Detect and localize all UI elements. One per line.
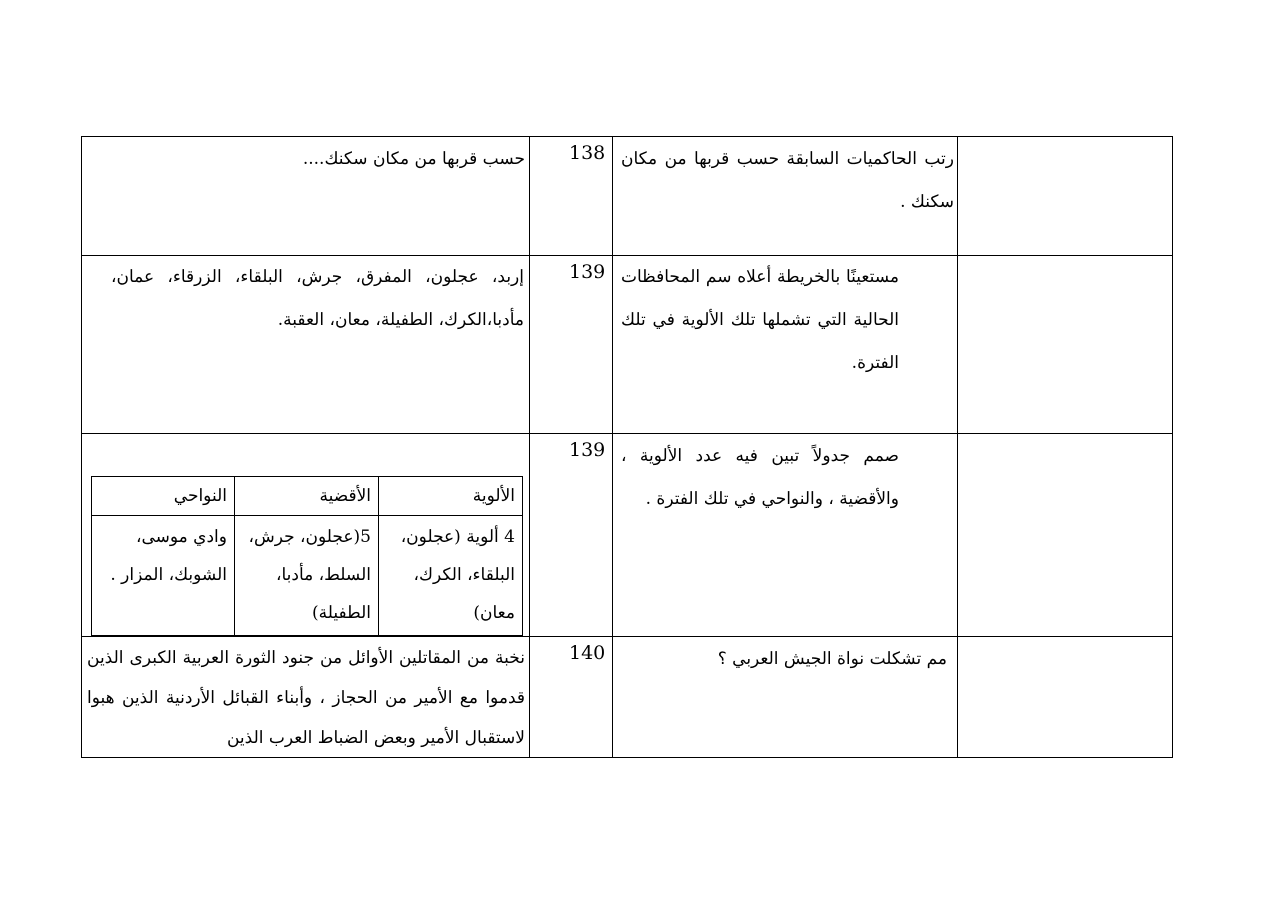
- question-cell: [621, 138, 954, 224]
- page-number: 140: [569, 642, 606, 664]
- question-text: مم تشكلت نواة الجيش العربي ؟: [717, 649, 947, 669]
- divisions-table: [91, 476, 523, 636]
- header-nawahi: النواحي: [92, 477, 235, 516]
- question-cell: [621, 638, 947, 681]
- table-header-row: [92, 477, 523, 516]
- answer-text: نخبة من المقاتلين الأوائل من جنود الثورة العربية الكبرى الذين قدموا مع الأمير من الحجاز ، وأبناء القبائل الأردنية الذين هبوا لاستقبال الأمير وبعض الضباط العرب الذين: [87, 648, 525, 748]
- answer-cell: [89, 138, 525, 181]
- question-cell: [621, 435, 899, 521]
- question-text: صمم جدولاً تبين فيه عدد الألوية ، والأقضية ، والنواحي في تلك الفترة .: [621, 446, 899, 509]
- question-text: رتب الحاكميات السابقة حسب قربها من مكان سكنك .: [621, 149, 954, 212]
- column-divider: [957, 136, 958, 758]
- page-number: 139: [569, 439, 606, 461]
- row-divider: [81, 433, 1173, 434]
- table-border-bottom: [81, 757, 1173, 758]
- cell-nawahi: وادي موسى، الشوبك، المزار .: [92, 516, 235, 636]
- column-divider: [529, 136, 530, 758]
- question-cell: [621, 256, 899, 385]
- cell-aqdiya: 5(عجلون، جرش، السلط، مأدبا، الطفيلة): [235, 516, 379, 636]
- answer-cell: [111, 256, 524, 342]
- cell-liwa: 4 ألوية (عجلون، البلقاء، الكرك، معان): [379, 516, 523, 636]
- column-divider: [612, 136, 613, 758]
- header-liwa: الألوية: [379, 477, 523, 516]
- row-divider: [81, 636, 1173, 637]
- answer-text: إربد، عجلون، المفرق، جرش، البلقاء، الزرقاء، عمان، مأدبا،الكرك، الطفيلة، معان، العقبة.: [111, 267, 524, 330]
- header-aqdiya: الأقضية: [235, 477, 379, 516]
- table-border-left: [81, 136, 82, 758]
- page-number: 138: [569, 142, 606, 164]
- table-border-right: [1172, 136, 1173, 758]
- curriculum-answer-table: [81, 136, 1173, 758]
- table-row: [92, 516, 523, 636]
- question-text: مستعينًا بالخريطة أعلاه سم المحافظات الحالية التي تشملها تلك الألوية في تلك الفترة.: [621, 267, 899, 373]
- table-border-top: [81, 136, 1173, 137]
- answer-text: حسب قربها من مكان سكنك....: [302, 149, 525, 169]
- answer-cell: [87, 638, 525, 756]
- page-number: 139: [569, 261, 606, 283]
